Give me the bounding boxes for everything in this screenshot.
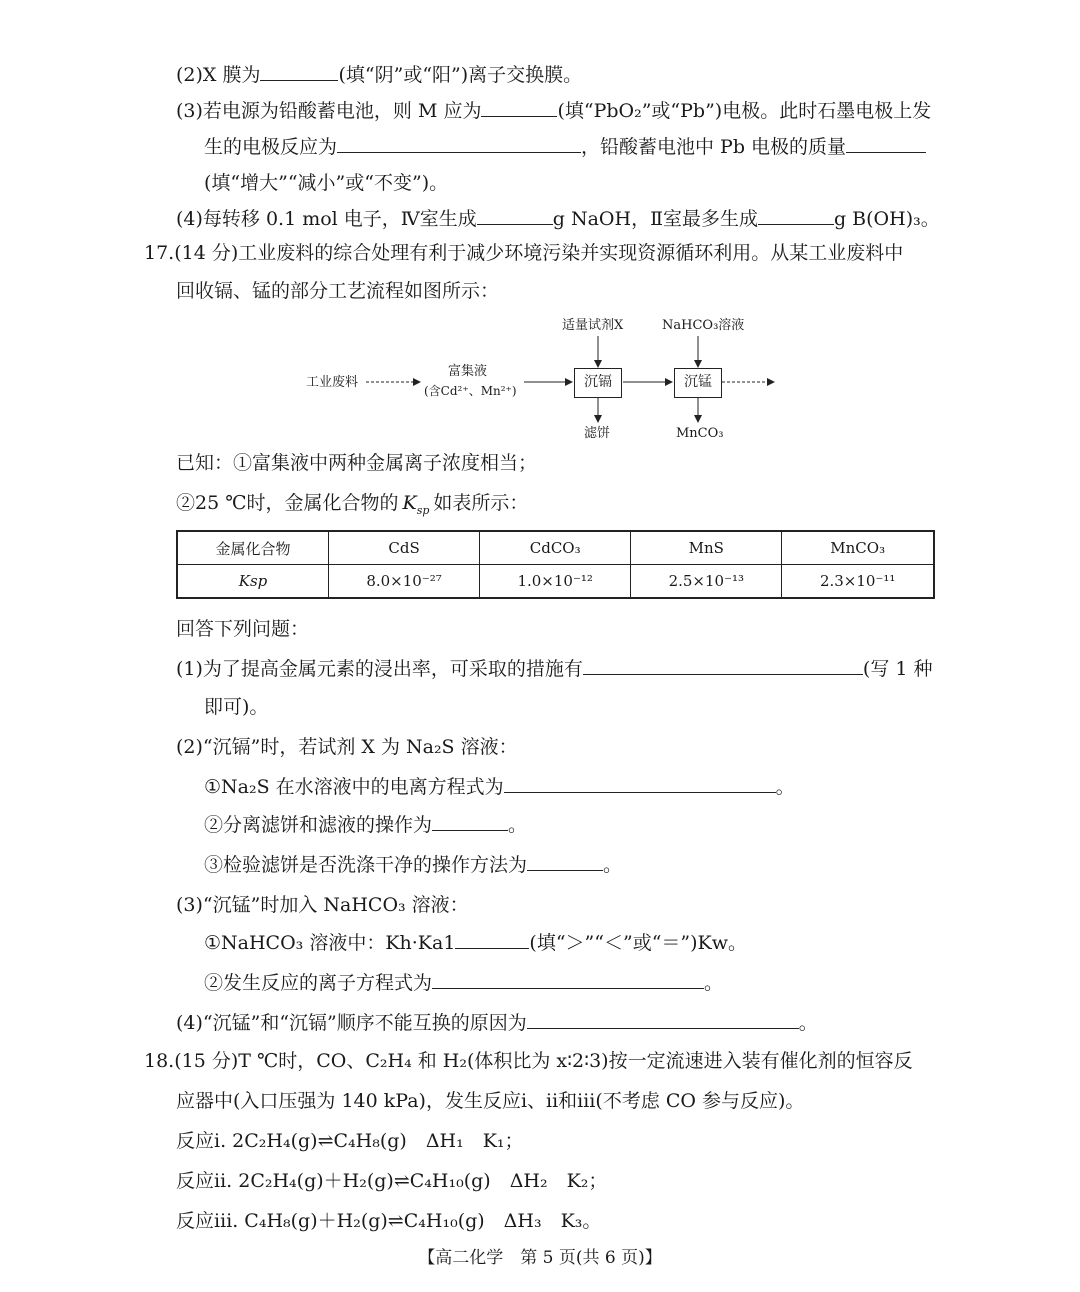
- q18-reaction-3: 反应ⅲ. C₄H₈(g)＋H₂(g)⇌C₄H₁₀(g) ΔH₃ K₃。: [176, 1210, 602, 1232]
- q17-part3-1-text: ①NaHCO₃ 溶液中：Kh·Ka1: [204, 932, 456, 954]
- ksp-table: [176, 530, 935, 599]
- q17-part1-line1: [176, 656, 933, 682]
- q17-part2-2-text: ②分离滤饼和滤液的操作为: [204, 814, 433, 836]
- q17-part3-1-suffix: (填“＞”“＜”或“＝”)Kw。: [529, 932, 747, 954]
- q16-part3-blank-m[interactable]: [481, 98, 557, 117]
- q18-reaction-1: 反应ⅰ. 2C₂H₄(g)⇌C₄H₈(g) ΔH₁ K₁；: [176, 1130, 524, 1152]
- q16-part3-line3: (填“增大”“减小”或“不变”)。: [204, 172, 449, 194]
- ksp-table-value-row: [177, 565, 934, 599]
- flow-industrial-waste: 工业废料: [306, 375, 359, 390]
- flow-filter-cake: 滤饼: [584, 426, 611, 441]
- q16-part4-line: [176, 206, 940, 232]
- q17-part2-2-period: 。: [508, 814, 528, 836]
- q16-part3-suffix: (填“PbO₂”或“Pb”)电极。此时石墨电极上发: [557, 100, 932, 122]
- q17-part4: [176, 1010, 818, 1036]
- q17-part2-3-text: ③检验滤饼是否洗涤干净的操作方法为: [204, 854, 528, 876]
- q17-part2-2-blank[interactable]: [432, 812, 508, 831]
- q17-heading-line1: 17.(14 分)工业废料的综合处理有利于减少环境污染并实现资源循环利用。从某工业废料中: [144, 242, 904, 264]
- q17-part3-2: [204, 970, 723, 996]
- q17-part3-2-blank[interactable]: [432, 970, 704, 989]
- q16-part3-text: (3)若电源为铅酸蓄电池，则 M 应为: [176, 100, 482, 122]
- q17-part4-period: 。: [798, 1012, 818, 1034]
- q17-part1-suffix: (写 1 种: [862, 658, 933, 680]
- q17-part3-1: [204, 930, 747, 956]
- ksp-symbol: $K_{sp}$: [402, 492, 430, 517]
- ksp-table-header-row: [177, 531, 934, 565]
- q17-part1-text: (1)为了提高金属元素的浸出率，可采取的措施有: [176, 658, 583, 680]
- q17-part3-2-text: ②发生反应的离子方程式为: [204, 972, 433, 994]
- ksp-header-cell: 金属化合物: [177, 531, 329, 565]
- q16-part2-line: [176, 62, 582, 88]
- ksp-header-cell: MnS: [631, 531, 782, 565]
- q17-part2-1: [204, 774, 795, 800]
- q17-part2-1-text: ①Na₂S 在水溶液中的电离方程式为: [204, 776, 504, 798]
- q17-known-2-suffix: 如表所示：: [433, 492, 529, 514]
- flow-reagent-x: 适量试剂X: [562, 318, 624, 333]
- ksp-value-cell: 2.3×10⁻¹¹: [782, 565, 934, 599]
- q17-known-2: [176, 490, 528, 516]
- q16-part3-line2: [204, 134, 926, 160]
- q18-heading-line1: 18.(15 分)T ℃时，CO、C₂H₄ 和 H₂(体积比为 x∶2∶3)按一定流速进入装有催化剂的恒容反: [144, 1050, 913, 1072]
- q16-part3-blank-reaction[interactable]: [337, 134, 581, 153]
- q16-part3-line1: [176, 98, 931, 124]
- flow-mnco3-product: MnCO₃: [676, 426, 724, 441]
- ksp-header-cell: CdS: [329, 531, 480, 565]
- q17-part2-head: (2)“沉镉”时，若试剂 X 为 Na₂S 溶液：: [176, 736, 518, 758]
- flow-rich-liquid-ions: (含Cd²⁺、Mn²⁺): [424, 384, 517, 398]
- q16-part4-suffix: g B(OH)₃。: [833, 208, 940, 230]
- q17-part3-1-blank[interactable]: [455, 930, 529, 949]
- q16-part2-text: (2)X 膜为: [176, 64, 261, 86]
- q17-known-2-text: ②25 ℃时，金属化合物的: [176, 492, 399, 514]
- q17-part4-text: (4)“沉锰”和“沉镉”顺序不能互换的原因为: [176, 1012, 527, 1034]
- q18-heading-line2: 应器中(入口压强为 140 kPa)，发生反应ⅰ、ⅱ和ⅲ(不考虑 CO 参与反应)。: [176, 1090, 805, 1112]
- flow-rich-liquid: 富集液: [448, 364, 488, 379]
- q16-part3-blank-mass[interactable]: [846, 134, 926, 153]
- q17-part2-1-blank[interactable]: [504, 774, 776, 793]
- q16-part4-blank-boh3[interactable]: [758, 206, 834, 225]
- q17-part3-head: (3)“沉锰”时加入 NaHCO₃ 溶液：: [176, 894, 469, 916]
- q16-part2-suffix: (填“阴”或“阳”)离子交换膜。: [338, 64, 583, 86]
- ksp-row-label: Ksp: [177, 565, 329, 599]
- ksp-value-cell: 1.0×10⁻¹²: [480, 565, 631, 599]
- q16-part3-electrode-text: 生的电极反应为: [204, 136, 338, 158]
- flow-nahco3-solution: NaHCO₃溶液: [662, 318, 745, 333]
- q17-part2-3-period: 。: [603, 854, 623, 876]
- flow-box-manganese: 沉锰: [674, 368, 722, 398]
- q17-part2-3-blank[interactable]: [527, 852, 603, 871]
- q17-part2-3: [204, 852, 622, 878]
- ksp-header-cell: MnCO₃: [782, 531, 934, 565]
- q17-part1-blank[interactable]: [583, 656, 863, 675]
- q16-part4-text: (4)每转移 0.1 mol 电子，Ⅳ室生成: [176, 208, 477, 230]
- q16-part3-mass-text: ，铅酸蓄电池中 Pb 电极的质量: [581, 136, 847, 158]
- flow-box-cadmium: 沉镉: [574, 368, 622, 398]
- q16-part4-blank-naoh[interactable]: [477, 206, 553, 225]
- process-flowchart: [290, 314, 790, 446]
- q18-reaction-2: 反应ⅱ. 2C₂H₄(g)＋H₂(g)⇌C₄H₁₀(g) ΔH₂ K₂；: [176, 1170, 608, 1192]
- q17-part3-2-period: 。: [704, 972, 724, 994]
- ksp-header-cell: CdCO₃: [480, 531, 631, 565]
- q17-answer-intro: 回答下列问题：: [176, 618, 310, 640]
- q17-heading-line2: 回收镉、锰的部分工艺流程如图所示：: [176, 280, 500, 302]
- q17-known-1: 已知：①富集液中两种金属离子浓度相当；: [176, 452, 538, 474]
- q16-part2-blank[interactable]: [260, 62, 338, 81]
- q16-part4-mid: g NaOH，Ⅱ室最多生成: [552, 208, 758, 230]
- q17-part2-2: [204, 812, 527, 838]
- q17-part1-line2: 即可)。: [204, 696, 269, 718]
- q17-part4-blank[interactable]: [527, 1010, 799, 1029]
- ksp-value-cell: 8.0×10⁻²⁷: [329, 565, 480, 599]
- page-footer: 【高二化学 第 5 页(共 6 页)】: [418, 1248, 662, 1268]
- ksp-value-cell: 2.5×10⁻¹³: [631, 565, 782, 599]
- q17-part2-1-period: 。: [775, 776, 795, 798]
